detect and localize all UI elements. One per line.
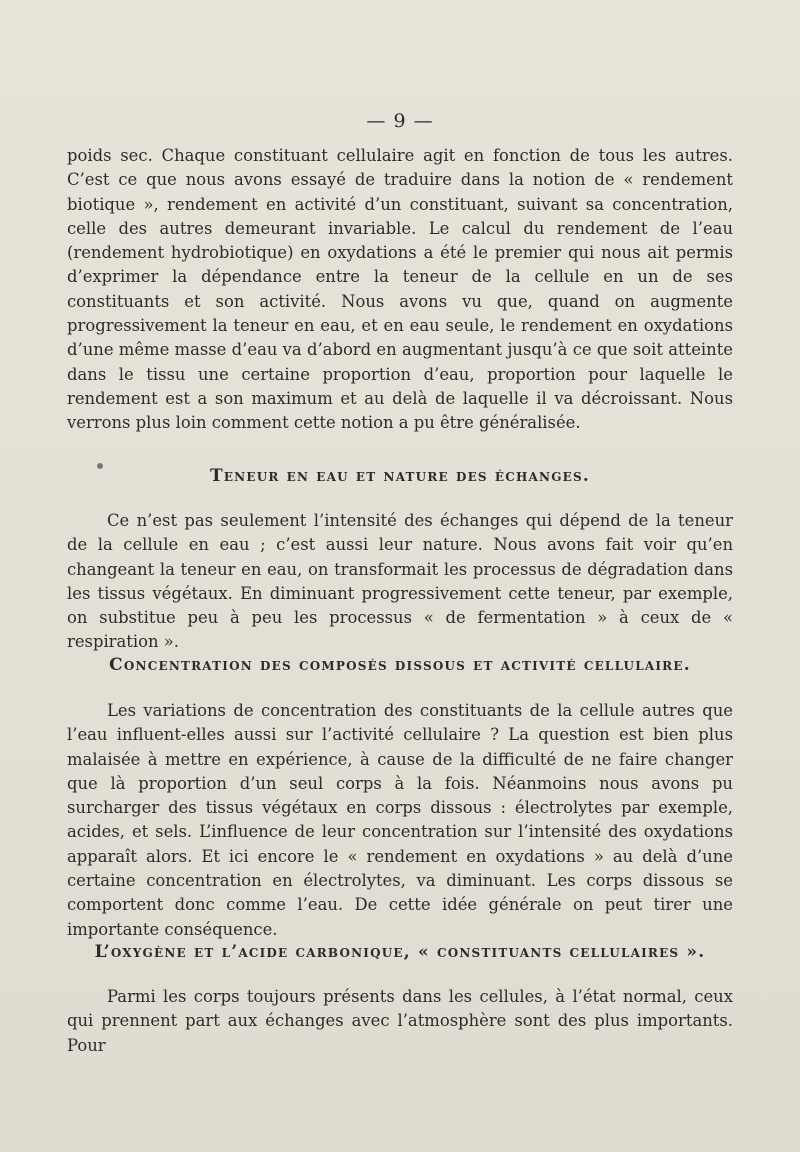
- paragraph-oxygene: [67, 985, 733, 1058]
- paragraph-text: Parmi les corps toujours présents dans les cellules, à l’état normal, ceux qui prennent part aux échanges avec l’atmosphère sont des plus importants. Pour: [67, 987, 733, 1055]
- paragraph-text: poids sec. Chaque constituant cellulaire agit en fonction de tous les autres. C’est ce que nous avons essayé de traduire dans la notion de « rendement biotique », rendement en activité d’un constituant, suivant sa concentration, celle des autres demeurant invariable. Le calcul du rendement de l’eau (rendement hydrobiotique) en oxydations a été le premier qui nous ait permis d’exprimer la dépendance entre la teneur de la cellule en un de ses constituants et son activité. Nous avons vu que, quand on augmente progressivement la teneur en eau, et en eau seule, le rendement en oxydations d’une même masse d’eau va d’abord en augmentant jusqu’à ce que soit atteinte dans le tissu une certaine proportion d’eau, proportion pour laquelle le rendement est a son maximum et au delà de laquelle il va décroissant. Nous verrons plus loin comment cette notion a pu être généralisée.: [67, 146, 733, 433]
- paragraph-nature-echanges: [67, 509, 733, 655]
- section-heading-oxygene: L’oxygène et l’acide carbonique, « constituants cellulaires ».: [94, 942, 706, 962]
- section-heading-concentration: Concentration des composés dissous et activité cellulaire.: [109, 655, 691, 675]
- page-number: — 9 —: [366, 110, 434, 132]
- paragraph-concentration: [67, 699, 733, 942]
- paragraph-text: Ce n’est pas seulement l’intensité des échanges qui dépend de la teneur de la cellule en eau ; c’est aussi leur nature. Nous avons fait voir qu’en changeant la teneur en eau, on transformait les processus de dégradation dans les tissus végétaux. En diminuant progressivement cette teneur, par exemple, on substitue peu à peu les processus « de fermentation » à ceux de « respiration ».: [67, 511, 733, 652]
- paragraph-text: Les variations de concentration des constituants de la cellule autres que l’eau influent-elles aussi sur l’activité cellulaire ? La question est bien plus malaisée à mettre en expérience, à cause de la difficulté de ne faire changer que là proportion d’un seul corps à la fois. Néanmoins nous avons pu surcharger des tissus végétaux en corps dissous : électrolytes par exemple, acides, et sels. L’influence de leur concentration sur l’intensité des oxydations apparaît alors. Et ici encore le « rendement en oxydations » au delà d’une certaine concentration en électrolytes, va diminuant. Les corps dissous se comportent donc comme l’eau. De cette idée générale on peut tirer une importante conséquence.: [67, 701, 733, 939]
- section-heading-teneur-en-eau: Teneur en eau et nature des échanges.: [209, 466, 591, 486]
- paragraph-rendement-biotique: [67, 144, 733, 436]
